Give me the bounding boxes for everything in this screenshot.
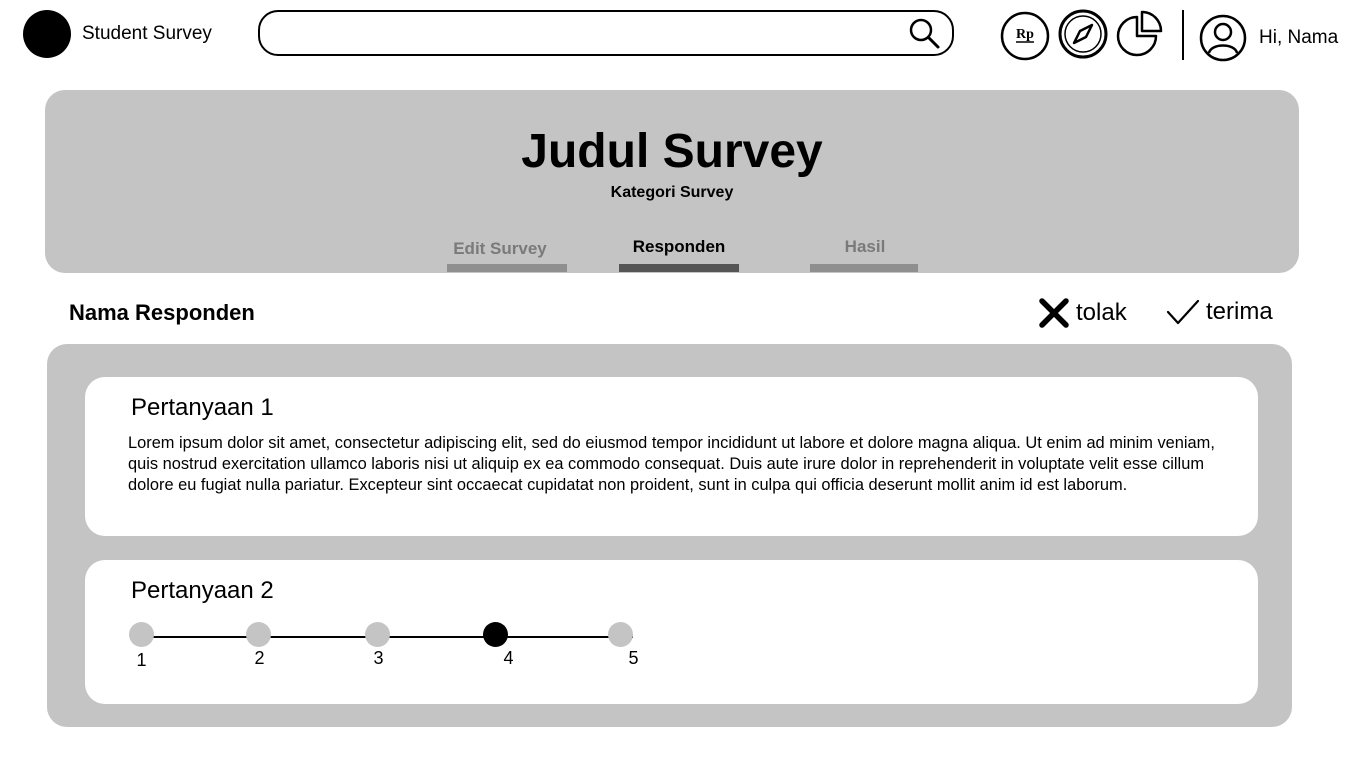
compass-icon[interactable] <box>1058 9 1108 59</box>
close-icon <box>1038 298 1070 328</box>
rating-scale <box>129 622 649 674</box>
tab-label: Edit Survey <box>453 239 547 258</box>
search-icon[interactable] <box>906 15 942 51</box>
pie-chart-icon[interactable] <box>1116 9 1166 59</box>
app-logo[interactable] <box>23 10 71 58</box>
nav-divider <box>1182 10 1184 60</box>
user-icon[interactable] <box>1198 13 1248 63</box>
scale-option-3[interactable] <box>365 622 390 647</box>
tab-label: Responden <box>632 237 726 256</box>
survey-category: Kategori Survey <box>610 184 734 201</box>
scale-option-label: 2 <box>254 648 265 668</box>
user-greeting[interactable]: Hi, Nama <box>1259 27 1339 48</box>
search-bar[interactable] <box>258 10 954 56</box>
tab-hasil[interactable] <box>810 237 920 257</box>
rupiah-icon[interactable] <box>1000 11 1050 61</box>
reject-label: tolak <box>1076 299 1127 326</box>
scale-option-1[interactable] <box>129 622 154 647</box>
question-answer-text: Lorem ipsum dolor sit amet, consectetur adipiscing elit, sed do eiusmod tempor incididunt ut labore et dolore magna aliqua. Ut enim ad minim veniam, quis nostrud exercitation ullamco laboris nisi ut aliquip ex ea commodo consequat. Duis aute irure dolor in reprehenderit in voluptate velit esse cillum dolore eu fugiat nulla pariatur. Excepteur sint occaecat cupidatat non proident, sunt in culpa qui officia deserunt mollit anim id est laborum. <box>128 434 1215 494</box>
scale-option-label: 1 <box>136 650 147 670</box>
rupiah-label: Rp <box>1016 27 1034 42</box>
tab-label: Hasil <box>844 237 886 256</box>
search-input[interactable] <box>278 18 888 48</box>
question-title: Pertanyaan 1 <box>131 394 274 421</box>
survey-title: Judul Survey <box>521 125 823 178</box>
question-title: Pertanyaan 2 <box>131 577 274 604</box>
accept-button[interactable] <box>1166 297 1273 327</box>
accept-label: terima <box>1206 298 1273 325</box>
question-card <box>85 560 1258 704</box>
scale-option-2[interactable] <box>246 622 271 647</box>
scale-option-5[interactable] <box>608 622 633 647</box>
scale-option-label: 4 <box>503 648 514 668</box>
tab-underline-active <box>619 264 739 272</box>
tab-responden[interactable] <box>619 237 739 257</box>
question-card <box>85 377 1258 536</box>
app-title: Student Survey <box>82 23 212 44</box>
tab-edit-survey[interactable] <box>445 239 555 259</box>
respondent-name: Nama Responden <box>69 300 255 325</box>
check-icon <box>1166 297 1200 327</box>
scale-option-4[interactable] <box>483 622 508 647</box>
scale-option-label: 5 <box>628 648 639 668</box>
tab-underline <box>447 264 567 272</box>
tab-underline <box>810 264 918 272</box>
scale-option-label: 3 <box>373 648 384 668</box>
survey-header <box>45 90 1299 273</box>
responses-panel <box>47 344 1292 727</box>
reject-button[interactable] <box>1038 298 1127 328</box>
